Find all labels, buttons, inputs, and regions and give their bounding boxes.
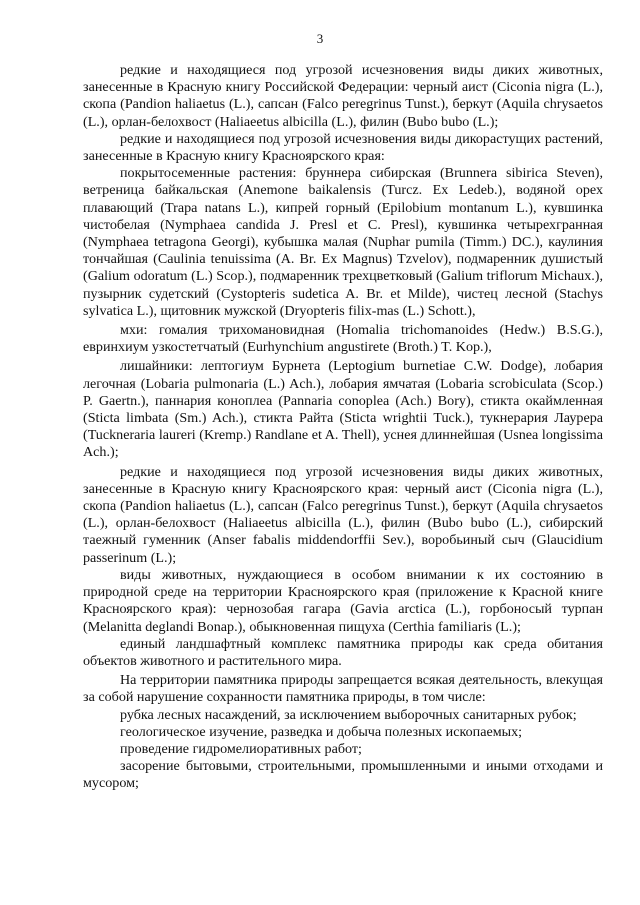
- document-body: [83, 62, 603, 793]
- paragraph-animals-special-attention: виды животных, нуждающиеся в особом внимании к их состоянию в природной среде на территории Красноярского края (приложение к Красной книге Красноярского края): чернозобая гагара (Gavia arctica (L.), горбоносый турпан (Melanitta deglandi Bonap.), обыкновенная пищуха (Certhia familiaris (L.);: [83, 566, 603, 635]
- paragraph-lichens: лишайники: лептогиум Бурнета (Leptogium burnetiae C.W. Dodge), лобария легочная (Lobaria pulmonaria (L.) Ach.), лобария ямчатая (Lobaria scrobiculata (Scop.) P. Gaertn.), паннария коноплеа (Pannaria conoplea (Ach.) Bory), стикта окаймленная (Sticta limbata (Sm.) Ach.), стикта Райта (Sticta wrightii Tuck.), тукнерария Лаурера (Tuckneraria laureri (Kremp.) Randlane et A. Thell), уснея длиннейшая (Usnea longissima Ach.);: [83, 358, 603, 461]
- list-item-hydromelioration: проведение гидромелиоративных работ;: [120, 740, 362, 757]
- page-number: 3: [316, 31, 324, 46]
- paragraph-plants-intro: редкие и находящиеся под угрозой исчезновения виды дикорастущих растений, занесенные в Красную книгу Красноярского края:: [83, 130, 603, 165]
- paragraph-rf-red-book-animals: редкие и находящиеся под угрозой исчезновения виды диких животных, занесенные в Красную книгу Российской Федерации: черный аист (Ciconia nigra (L.), скопа (Pandion haliaetus (L.), сапсан (Falco peregrinus Tunst.), беркут (Aquila chrysaetos (L.), орлан-белохвост (Haliaeetus albicilla (L.), филин (Bubo bubo (L.);: [83, 62, 603, 130]
- list-item-geology: геологическое изучение, разведка и добыча полезных ископаемых;: [120, 723, 523, 740]
- list-item-littering: засорение бытовыми, строительными, промышленными и иными отходами и мусором;: [83, 758, 603, 792]
- paragraph-krasnoyarsk-red-book-animals: редкие и находящиеся под угрозой исчезновения виды диких животных, занесенные в Красную книгу Красноярского края: черный аист (Ciconia nigra (L.), скопа (Pandion haliaetus (L.), сапсан (Falco peregrinus Tunst.), беркут (Aquila chrysaetos (L.), орлан-белохвост (Haliaeetus albicilla (L.), филин (Bubo bubo (L.), сибирский таежный гуменник (Anser fabalis middendorffii Sev.), воробьиный сыч (Glaucidium passerinum (L.);: [83, 463, 603, 566]
- paragraph-angiosperms: покрытосеменные растения: бруннера сибирская (Brunnera sibirica Steven), ветреница байкальская (Anemone baikalensis (Turcz. Ex Ledeb.), водяной орех плавающий (Trapa natans L.), кипрей горный (Epilobium montanum L.), кувшинка чистобелая (Nymphaea candida J. Presl et C. Presl), кувшинка четырехгранная (Nymphaea tetragona Georgi), кубышка малая (Nuphar pumila (Timm.) DC.), каулиния тончайшая (Caulinia tenuissima (A. Br. Ex Magnus) Tzvelov), подмаренник душистый (Galium odoratum (L.) Scop.), подмаренник трехцветковый (Galium triflorum Michaux.), пузырник судетский (Cystopteris sudetica A. Br. et Milde), чистец лесной (Stachys sylvatica L.), щитовник мужской (Dryopteris filix-mas (L.) Schott.),: [83, 165, 603, 319]
- list-item-logging: рубка лесных насаждений, за исключением выборочных санитарных рубок;: [120, 706, 577, 723]
- paragraph-prohibited-activity: На территории памятника природы запрещается всякая деятельность, влекущая за собой нарушение сохранности памятника природы, в том числе:: [83, 672, 603, 706]
- paragraph-mosses: мхи: гомалия трихомановидная (Homalia trichomanoides (Hedw.) B.S.G.), евринхиум узкостетчатый (Eurhynchium angustirete (Broth.) T. Kop.),: [83, 322, 603, 356]
- paragraph-landscape-complex: единый ландшафтный комплекс памятника природы как среда обитания объектов животного и растительного мира.: [83, 635, 603, 669]
